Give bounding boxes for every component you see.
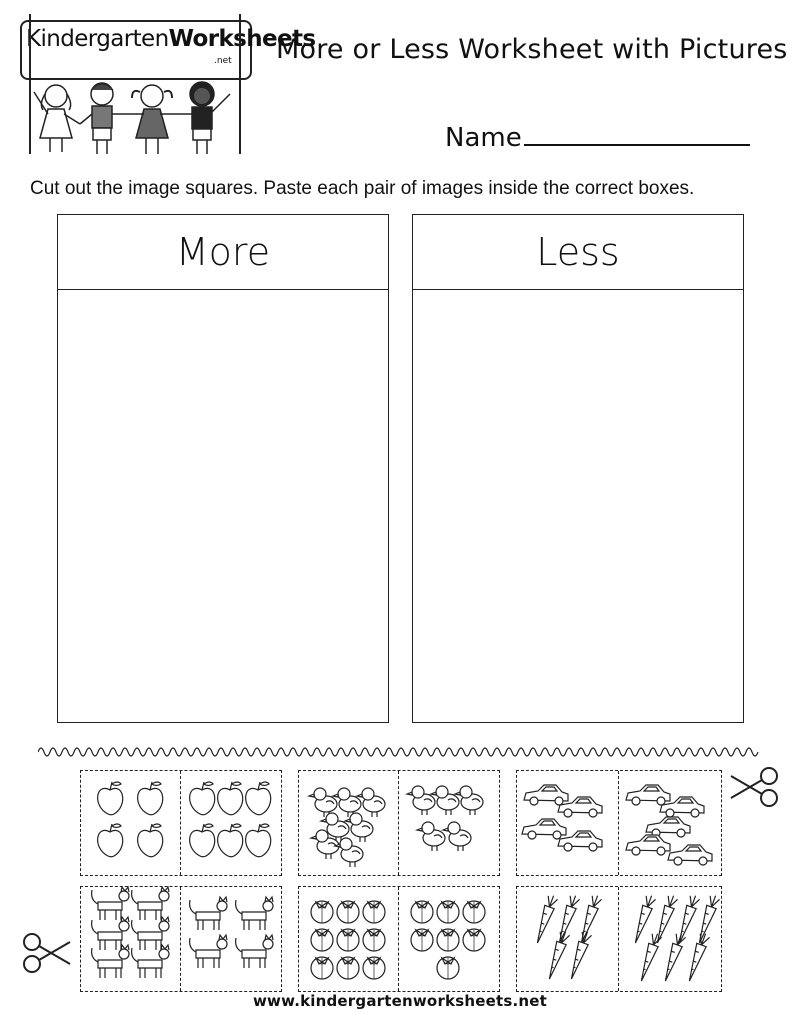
tomato-icon [337, 901, 359, 923]
cat-icon [92, 917, 129, 950]
tomato-icon [363, 957, 385, 979]
scissors-icon [727, 764, 783, 810]
tomato-icon [463, 901, 485, 923]
cat-icon [132, 945, 169, 978]
site-logo [18, 14, 316, 159]
name-field [445, 118, 750, 153]
apple-icon [218, 782, 243, 815]
cat-icon [190, 897, 227, 930]
footer-url: www.kindergartenworksheets.net [252, 992, 547, 1010]
cat-icon [92, 887, 129, 920]
tomato-icon [463, 929, 485, 951]
car-icon [626, 835, 670, 855]
car-icon [522, 819, 566, 839]
less-box [412, 214, 744, 723]
decorative-cut-border [38, 744, 760, 758]
tomato-icon [437, 901, 459, 923]
apple-icon [246, 824, 271, 857]
apple-icon [246, 782, 271, 815]
cat-icon [190, 935, 227, 968]
carrot-icon [660, 932, 686, 982]
carrot-icon [544, 930, 570, 980]
carrot-icon [566, 930, 592, 980]
tomato-icon [411, 901, 433, 923]
chick-icon [443, 822, 471, 851]
car-icon [524, 785, 568, 805]
apple-icon [190, 782, 215, 815]
car-icon [646, 817, 690, 837]
cat-icon [92, 945, 129, 978]
scissors-icon [18, 930, 74, 976]
chick-icon [407, 786, 435, 815]
cat-icon [132, 917, 169, 950]
chick-icon [417, 822, 445, 851]
tomato-icon [437, 957, 459, 979]
tomato-icon [411, 929, 433, 951]
apple-icon [190, 824, 215, 857]
more-box [57, 214, 389, 723]
tomato-icon [437, 929, 459, 951]
apple-icon [218, 824, 243, 857]
logo-part-1: Kindergarten [26, 26, 169, 52]
less-heading: Less [413, 215, 743, 290]
tomato-icon [337, 957, 359, 979]
chick-icon [335, 838, 363, 867]
carrot-icon [652, 894, 678, 944]
cat-icon [132, 887, 169, 920]
name-blank-line [524, 118, 750, 146]
tomato-icon [311, 901, 333, 923]
tomato-icon [363, 901, 385, 923]
more-heading: More [58, 215, 388, 290]
name-label: Name [445, 123, 522, 153]
logo-suffix: .net [214, 56, 232, 66]
carrot-icon [532, 894, 558, 944]
tomato-icon [363, 929, 385, 951]
apple-icon [98, 782, 123, 815]
cat-icon [236, 935, 273, 968]
tile-illustrations [0, 760, 800, 1000]
carrot-icon [554, 894, 580, 944]
logo-part-2: Worksheets [168, 26, 316, 52]
carrot-icon [674, 894, 700, 944]
apple-icon [138, 824, 163, 857]
worksheet-title: More or Less Worksheet with Pictures [276, 34, 788, 65]
instructions: Cut out the image squares. Paste each pair of images inside the correct boxes. [30, 178, 695, 199]
logo-kids-illustration [18, 14, 250, 159]
carrot-icon [576, 894, 602, 944]
cat-icon [236, 897, 273, 930]
apple-icon [98, 824, 123, 857]
car-icon [626, 785, 670, 805]
carrot-icon [684, 932, 710, 982]
car-icon [668, 845, 712, 865]
tomato-icon [311, 929, 333, 951]
tomato-icon [337, 929, 359, 951]
apple-icon [138, 782, 163, 815]
tomato-icon [311, 957, 333, 979]
